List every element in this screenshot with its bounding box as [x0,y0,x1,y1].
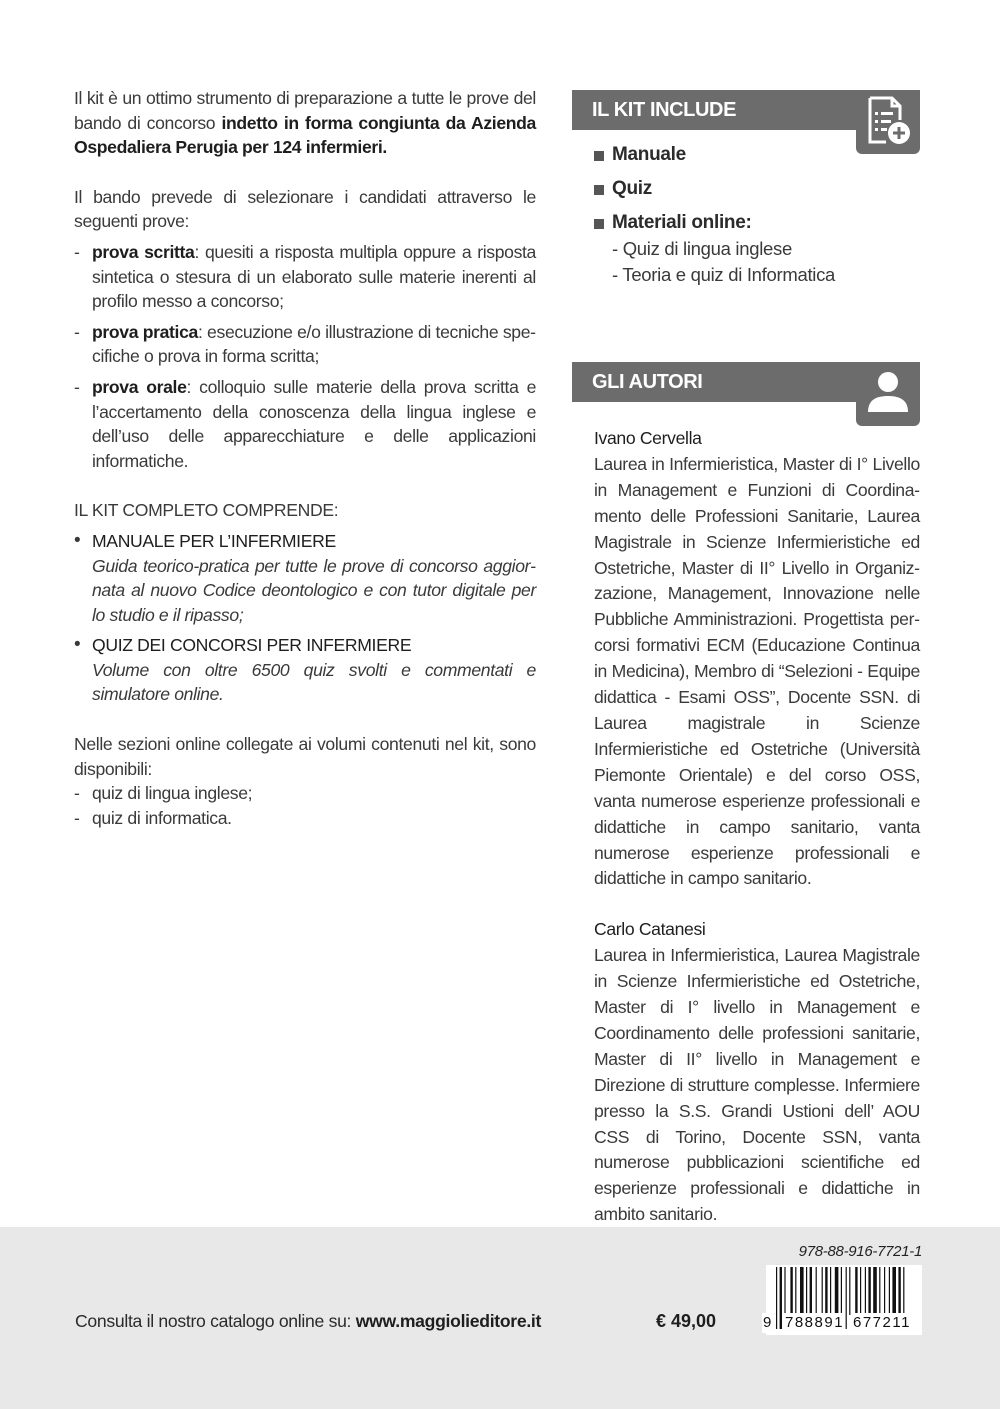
barcode-bar [825,1267,827,1315]
barcode-bar [879,1267,880,1315]
kit-include-title: IL KIT INCLUDE [592,99,737,121]
prova-item: - prova orale: colloquio sulle materie della prova scritta e l’accertamento della conoscenza della lingua inglese e dell’uso delle apparecchiature e delle applicazioni informatiche. [74,375,536,473]
online-item: - quiz di informatica. [74,806,536,831]
kit-include-list [594,142,914,288]
barcode-bar [835,1267,839,1315]
kit-item: Materiali online: [594,210,914,236]
kit-sub-item: - Teoria e quiz di Informatica [612,264,836,285]
barcode-bar [816,1267,817,1315]
authors-title: GLI AUTORI [592,371,703,393]
authors-list [594,426,920,1228]
barcode-bar [855,1267,857,1315]
author-bio: Laurea in Infermieristica, Laurea Magistrale in Scienze Infermieristiche ed Ostetriche, Master di I° livello in Management e Coordinamento delle professioni sanitarie, Master di II° livello in Management e Direzione di strutture complesse. Infermiere presso la S.S. Grandi Ustioni dell’ AOU CSS di Torino, Docente SSN, vanta numerose pubblicazioni scientifiche ed esperienze professionali e didattiche in ambito sanitario. [594,945,920,1225]
barcode-digit-first: 9 [763,1314,772,1331]
kit-item: Quiz [594,176,914,202]
online-intro: Nelle sezioni online collegate ai volumi contenuti nel kit, sono disponibili: [74,734,536,779]
catalog-link[interactable]: www.maggiolieditore.it [355,1311,542,1331]
intro-highlight: indetto in forma congiunta da Azienda Ospedaliera Perugia per 124 infermieri. [74,112,536,158]
barcode-bar [873,1267,877,1315]
barcode-bar [800,1267,804,1315]
intro-paragraph: Il kit è un ottimo strumento di preparazione a tutte le prove del bando di concorso indetto in forma congiunta da Azienda Ospedaliera Perugia per 124 infermieri. [74,88,536,158]
barcode-bar [795,1267,796,1315]
user-icon [856,362,920,426]
kit-item: Manuale [594,142,914,168]
barcode-bar [830,1267,831,1315]
online-item: - quiz di lingua inglese; [74,781,536,806]
description-column [74,86,536,830]
catalog-line: Consulta il nostro catalogo online su: www.maggiolieditore.it [75,1311,542,1331]
barcode-bar [849,1267,850,1315]
authors-header [572,362,920,402]
volume-item [74,529,536,627]
author-name: Ivano Cervella [594,428,702,448]
price: € 49,00 [656,1311,717,1331]
barcode-bar [860,1267,861,1315]
barcode-bar [889,1267,890,1315]
barcode-bar [784,1267,785,1315]
barcode-digit-group: 788891 [785,1314,845,1331]
barcode-bar [884,1267,885,1315]
barcode-bar [892,1267,896,1315]
barcode-bar [790,1267,792,1315]
barcode-bar [868,1267,870,1315]
volume-description: Guida teorico-pratica per tutte le prove di concorso aggiornata al nuovo Codice deontologico e con tutor digitale per lo studio e il ripasso; [92,555,536,625]
barcode-digit-group: 677211 [853,1314,911,1331]
bando-intro: Il bando prevede di selezionare i candidati attraverso le seguenti prove: [74,186,536,232]
kit-sub-item: - Quiz di lingua inglese [612,238,792,259]
prova-item: - prova pratica: esecuzione e/o illustrazione di tecniche specifiche o prova in forma scritta; [74,320,536,369]
author-bio: Laurea in Infermieristica, Master di I° Livello in Management e Funzioni di Coordinamento delle Professioni Sanitarie, Laurea Magistrale in Scienze Infermieristiche ed Ostetriche, Master di II° Livello in Organizzazione, Management, Innovazione nelle Pubbliche Amministrazioni. Progettista percorsi formativi ECM (Educazione Continua in Medicina), Membro di “Selezioni - Equipe didattica - Esami OSS”, Docente SSN. di Laurea magistrale in Scienze Infermieristiche ed Ostetriche (Università Piemonte Orientale) e del corso OSS, vanta numerose esperienze professionali e didattiche in campo sanitario, vanta numerose esperienze professionali e didattiche in campo sanitario. [594,453,920,889]
barcode-digits [763,1313,922,1335]
footer [0,1227,1000,1409]
volume-description: Volume con oltre 6500 quiz svolti e commentati e simulatore online. [92,659,536,705]
barcode-bar [810,1267,812,1315]
barcode-bar [822,1267,823,1315]
barcode-bar [898,1267,900,1315]
volume-item [74,633,536,707]
barcode-bar [806,1267,807,1315]
isbn: 978-88-916-7721-1 [798,1243,922,1260]
barcode-bar [865,1267,866,1315]
kit-include-header [572,90,920,130]
author-name: Carlo Catanesi [594,919,706,940]
kit-heading: IL KIT COMPLETO COMPRENDE: [74,500,339,521]
volume-title: • QUIZ DEI CONCORSI PER INFERMIERE [92,635,412,656]
prova-item: - prova scritta: quesiti a risposta multipla oppure a risposta sintetica o stesura di un elaborato sulle materie inerenti al profilo messo a concorso; [74,240,536,314]
barcode-bar [841,1267,842,1315]
volume-title: • MANUALE PER L’INFERMIERE [92,530,336,551]
